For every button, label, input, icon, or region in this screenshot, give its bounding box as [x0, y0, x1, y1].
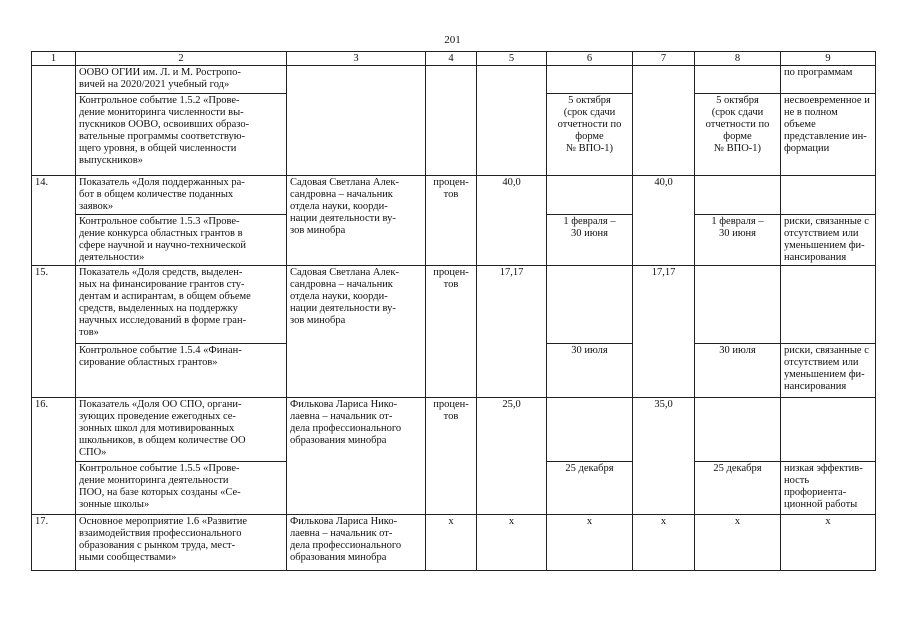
x-mark: x	[633, 515, 695, 571]
control-event-1-5-3: Контрольное событие 1.5.3 «Прове- дение конкурса областных грантов в сфере научной и научно-технической деятельности»	[76, 215, 287, 266]
risk-cell: риски, связанные с отсутствием или уменьшением фи- нансирования	[781, 344, 876, 398]
risk-cell: несвоевременное и не в полном объеме представление ин- формации	[781, 94, 876, 176]
main-activity-1-6: Основное мероприятие 1.6 «Развитие взаимодействия профессионального образования с рынком труда, мест- ными сообществами»	[76, 515, 287, 571]
deadline-plan: 25 декабря	[547, 462, 633, 515]
risk-cell	[781, 398, 876, 462]
responsible-person: Филькова Лариса Нико- лаевна – начальник от- дела профессионального образования минобра	[287, 398, 426, 515]
indicator-15: Показатель «Доля средств, выделен- ных на финансирование грантов сту- дентам и аспирантам, в общем объеме средств, выделенных на поддержку научных исследований в форме гран- тов»	[76, 266, 287, 344]
unit-cell: процен- тов	[426, 176, 477, 266]
control-event-1-5-5: Контрольное событие 1.5.5 «Прове- дение мониторинга деятельности ПОО, на базе которых созданы «Се- зонные школы»	[76, 462, 287, 515]
x-mark: x	[477, 515, 547, 571]
col-header-9: 9	[781, 52, 876, 66]
risk-cell: низкая эффектив- ность профориента- ционной работы	[781, 462, 876, 515]
deadline-fact: 25 декабря	[695, 462, 781, 515]
col-header-2: 2	[76, 52, 287, 66]
date-cell	[695, 176, 781, 215]
col-header-5: 5	[477, 52, 547, 66]
responsible-person: Филькова Лариса Нико- лаевна – начальник от- дела профессионального образования минобра	[287, 515, 426, 571]
risk-cell	[781, 176, 876, 215]
x-mark: x	[547, 515, 633, 571]
responsible-person: Садовая Светлана Алек- сандровна – начальник отдела науки, коорди- нации деятельности ву- зов минобра	[287, 176, 426, 266]
row-number: 14.	[32, 176, 76, 266]
deadline-plan: 30 июля	[547, 344, 633, 398]
date-cell	[695, 398, 781, 462]
col-header-3: 3	[287, 52, 426, 66]
value-cell: 40,0	[633, 176, 695, 266]
col-header-8: 8	[695, 52, 781, 66]
unit-cell: процен- тов	[426, 398, 477, 515]
x-mark: x	[695, 515, 781, 571]
value-cell: 17,17	[477, 266, 547, 398]
x-mark: x	[426, 515, 477, 571]
date-cell	[695, 266, 781, 344]
deadline-fact: 30 июля	[695, 344, 781, 398]
value-cell	[477, 66, 547, 176]
risk-cell	[781, 266, 876, 344]
responsible-person: Садовая Светлана Алек- сандровна – начальник отдела науки, коорди- нации деятельности ву- зов минобра	[287, 266, 426, 398]
row-number: 15.	[32, 266, 76, 398]
date-cell	[695, 66, 781, 94]
indicator-16: Показатель «Доля ОО СПО, органи- зующих проведение ежегодных се- зонных школ для мотивированных школьников, в общем количестве ОО СПО»	[76, 398, 287, 462]
deadline-plan: 5 октября (срок сдачи отчетности по форме № ВПО-1)	[547, 94, 633, 176]
date-cell	[547, 398, 633, 462]
col-header-7: 7	[633, 52, 695, 66]
deadline-plan: 1 февраля – 30 июня	[547, 215, 633, 266]
table-row	[32, 398, 876, 462]
x-mark: x	[781, 515, 876, 571]
value-cell: 25,0	[477, 398, 547, 515]
date-cell	[547, 266, 633, 344]
date-cell	[547, 176, 633, 215]
value-cell: 17,17	[633, 266, 695, 398]
unit-cell: процен- тов	[426, 266, 477, 398]
col-header-1: 1	[32, 52, 76, 66]
value-cell: 40,0	[477, 176, 547, 266]
row-description: ООВО ОГИИ им. Л. и М. Ростропо- вичей на 2020/2021 учебный год»	[76, 66, 287, 94]
row-number: 17.	[32, 515, 76, 571]
risk-cell: риски, связанные с отсутствием или уменьшением фи- нансирования	[781, 215, 876, 266]
deadline-fact: 1 февраля – 30 июня	[695, 215, 781, 266]
risk-cell: по программам	[781, 66, 876, 94]
control-event-1-5-4: Контрольное событие 1.5.4 «Финан- сирование областных грантов»	[76, 344, 287, 398]
col-header-6: 6	[547, 52, 633, 66]
unit-cell	[426, 66, 477, 176]
row-number: 16.	[32, 398, 76, 515]
value-cell	[633, 66, 695, 176]
table-row	[32, 515, 876, 571]
header-row	[32, 52, 876, 66]
control-event-1-5-2: Контрольное событие 1.5.2 «Прове- дение мониторинга численности вы- пускников ООВО, освоивших образо- вательные программы соответствую- щего уровня, в общей численности выпускников»	[76, 94, 287, 176]
table-row	[32, 66, 876, 94]
value-cell: 35,0	[633, 398, 695, 515]
col-header-4: 4	[426, 52, 477, 66]
responsible-person	[287, 66, 426, 176]
document-table	[31, 51, 876, 571]
deadline-fact: 5 октября (срок сдачи отчетности по форме № ВПО-1)	[695, 94, 781, 176]
table-row	[32, 176, 876, 215]
table-row	[32, 266, 876, 344]
row-number	[32, 66, 76, 176]
date-cell	[547, 66, 633, 94]
indicator-14: Показатель «Доля поддержанных ра- бот в общем количестве поданных заявок»	[76, 176, 287, 215]
page-number: 201	[444, 34, 461, 46]
